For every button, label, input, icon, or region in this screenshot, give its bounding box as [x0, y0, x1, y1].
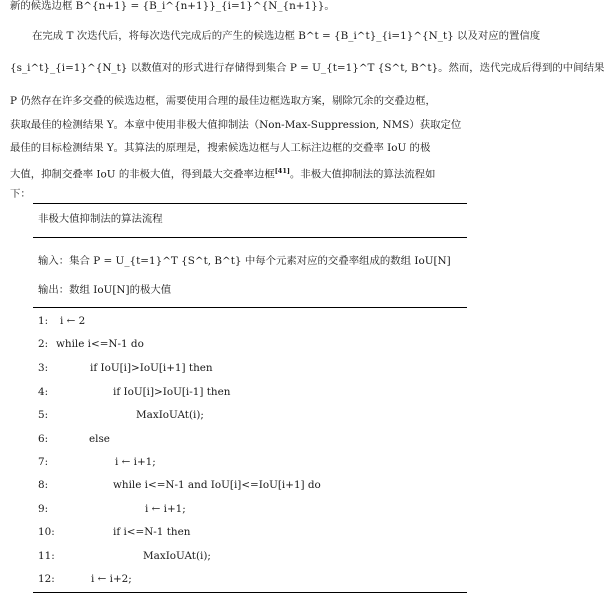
step-code: i ← i+1;	[115, 456, 156, 468]
step-code: i ← i+2;	[91, 573, 132, 585]
bottom-rule	[33, 592, 467, 593]
paragraph-line: 最佳的目标检测结果 Y。其算法的原理是，搜索候选边框与人工标注边框的交叠率 IoU 的极	[10, 142, 431, 154]
step-code: while i<=N-1 do	[56, 338, 144, 350]
step-code: if i<=N-1 then	[113, 526, 191, 538]
step-code: MaxIoUAt(i);	[143, 550, 211, 562]
step-number: 4:	[38, 386, 49, 398]
step-number: 10:	[38, 526, 55, 538]
step-code: if IoU[i]>IoU[i-1] then	[113, 386, 231, 398]
step-number: 6:	[38, 433, 49, 445]
paragraph-line: 在完成 T 次迭代后，将每次迭代完成后的产生的候选边框 B^t = {B_i^t}_{i=1}^{N_t} 以及对应的置信度	[32, 30, 541, 42]
step-number: 9:	[38, 503, 49, 515]
paragraph-line: 获取最佳的检测结果 Y。本章中使用非极大值抑制法（Non-Max-Suppression, NMS）获取定位	[10, 119, 462, 131]
algorithm-input: 输入：集合 P = U_{t=1}^T {S^t, B^t} 中每个元素对应的交叠率组成的数组 IoU[N]	[38, 255, 451, 267]
citation: [41]	[274, 167, 290, 175]
title-rule	[33, 237, 467, 238]
step-number: 11:	[38, 550, 55, 562]
paragraph-text: 。非极大值抑制法的算法流程如	[289, 168, 436, 181]
step-code: i ← 2	[60, 315, 86, 327]
step-code: else	[89, 433, 110, 445]
paragraph-line: 新的候选边框 B^{n+1} = {B_i^{n+1}}_{i=1}^{N_{n+1}}。	[10, 0, 335, 12]
step-number: 2:	[38, 338, 49, 350]
paragraph-line: {s_i^t}_{i=1}^{N_t} 以数值对的形式进行存储得到集合 P = U_{t=1}^T {S^t, B^t}。然而，迭代完成后得到的中间结果	[10, 62, 604, 74]
step-number: 8:	[38, 479, 49, 491]
algorithm-title: 非极大值抑制法的算法流程	[38, 213, 163, 225]
algorithm-output: 输出：数组 IoU[N]的极大值	[38, 284, 172, 296]
step-number: 7:	[38, 456, 49, 468]
top-rule	[33, 203, 467, 204]
step-number: 1:	[38, 315, 49, 327]
paragraph-line	[10, 164, 510, 182]
step-number: 3:	[38, 362, 49, 374]
step-number: 12:	[38, 573, 55, 585]
paragraph-text: 大值，抑制交叠率 IoU 的非极大值，得到最大交叠率边框	[10, 168, 275, 181]
step-code: i ← i+1;	[145, 503, 186, 515]
step-code: if IoU[i]>IoU[i+1] then	[90, 362, 213, 374]
io-rule	[33, 307, 467, 308]
step-code: MaxIoUAt(i);	[136, 409, 204, 421]
step-code: while i<=N-1 and IoU[i]<=IoU[i+1] do	[113, 479, 321, 491]
step-number: 5:	[38, 409, 49, 421]
paragraph-line: 下：	[10, 188, 31, 200]
paragraph-line: P 仍然存在许多交叠的候选边框，需要使用合理的最佳边框选取方案，剔除冗余的交叠边框，	[10, 95, 436, 107]
